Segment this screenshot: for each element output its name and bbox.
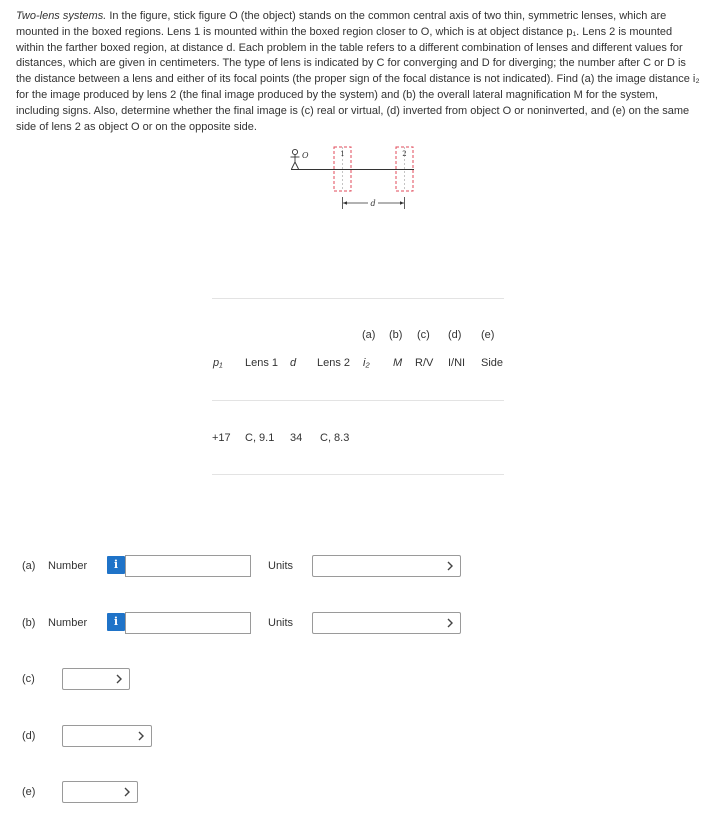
problem-lead: Two-lens systems. <box>16 10 107 22</box>
lens-1-label: 1 <box>340 150 345 158</box>
col-header-ini: I/NI <box>448 357 466 369</box>
answer-e-select[interactable] <box>62 781 138 803</box>
part-header-b: (b) <box>389 329 403 341</box>
object-label: O <box>302 151 309 160</box>
problem-text: In the figure, stick figure O (the object) stands on the common central axis of two thin, symmetric lenses, which are mounted in the boxed regions. Lens 1 is mounted within the boxed region closer to O, which is at object distance p₁. Lens 2 is mounted within the farther boxed region, at distance d. Each problem in the table refers to a different combination of lenses and different values for distances, which are given in centimeters. The type of lens is indicated by C for converging and D for diverging; the number after C or D is the distance between a lens and either of its focal points (the proper sign of the focal distance is not indicated). Find (a) the image distance i₂ for the image produced by lens 2 (the final image produced by the system) and (b) the overall lateral magnification M for the system, including signs. Also, determine whether the final image is (c) real or virtual, (d) inverted from object O or noninverted, and (e) on the same side of lens 2 as object O or on the opposite side. <box>16 10 700 133</box>
chevron-down-icon <box>446 561 454 571</box>
question-b-label: (b) <box>22 617 36 629</box>
col-header-i2: i₂ <box>363 357 370 369</box>
col-header-side: Side <box>481 357 504 369</box>
question-a-label: (a) <box>22 560 36 572</box>
question-c-label: (c) <box>22 673 35 685</box>
units-a-select[interactable] <box>312 555 461 577</box>
cell-lens2: C, 8.3 <box>320 432 350 444</box>
table-rule-bottom <box>212 474 504 475</box>
lens-2-label: 2 <box>402 150 407 158</box>
units-b-label: Units <box>268 617 294 629</box>
chevron-down-icon <box>137 731 145 741</box>
question-a-type: Number <box>48 560 88 572</box>
answer-a-input[interactable] <box>125 555 251 577</box>
answer-b-input[interactable] <box>125 612 251 634</box>
question-e-label: (e) <box>22 786 36 798</box>
distance-d-label: d <box>370 199 376 208</box>
col-header-p1: p₁ <box>213 357 223 369</box>
cell-p1: +17 <box>212 432 231 444</box>
cell-d: 34 <box>290 432 303 444</box>
chevron-down-icon <box>115 674 123 684</box>
units-a-label: Units <box>268 560 294 572</box>
answer-c-select[interactable] <box>62 668 130 690</box>
col-header-lens2: Lens 2 <box>317 357 351 369</box>
col-header-d: d <box>290 357 297 369</box>
part-header-e: (e) <box>481 329 495 341</box>
cell-lens1: C, 9.1 <box>245 432 275 444</box>
part-header-d: (d) <box>448 329 462 341</box>
question-d-label: (d) <box>22 730 36 742</box>
chevron-down-icon <box>446 618 454 628</box>
col-header-rv: R/V <box>415 357 434 369</box>
table-rule-mid <box>212 400 504 401</box>
question-b-type: Number <box>48 617 88 629</box>
col-header-lens1: Lens 1 <box>245 357 279 369</box>
chevron-down-icon <box>123 787 131 797</box>
part-header-c: (c) <box>417 329 430 341</box>
col-header-m: M <box>393 357 403 369</box>
answer-d-select[interactable] <box>62 725 152 747</box>
info-icon[interactable]: i <box>107 613 125 631</box>
info-icon[interactable]: i <box>107 556 125 574</box>
units-b-select[interactable] <box>312 612 461 634</box>
part-header-a: (a) <box>362 329 376 341</box>
